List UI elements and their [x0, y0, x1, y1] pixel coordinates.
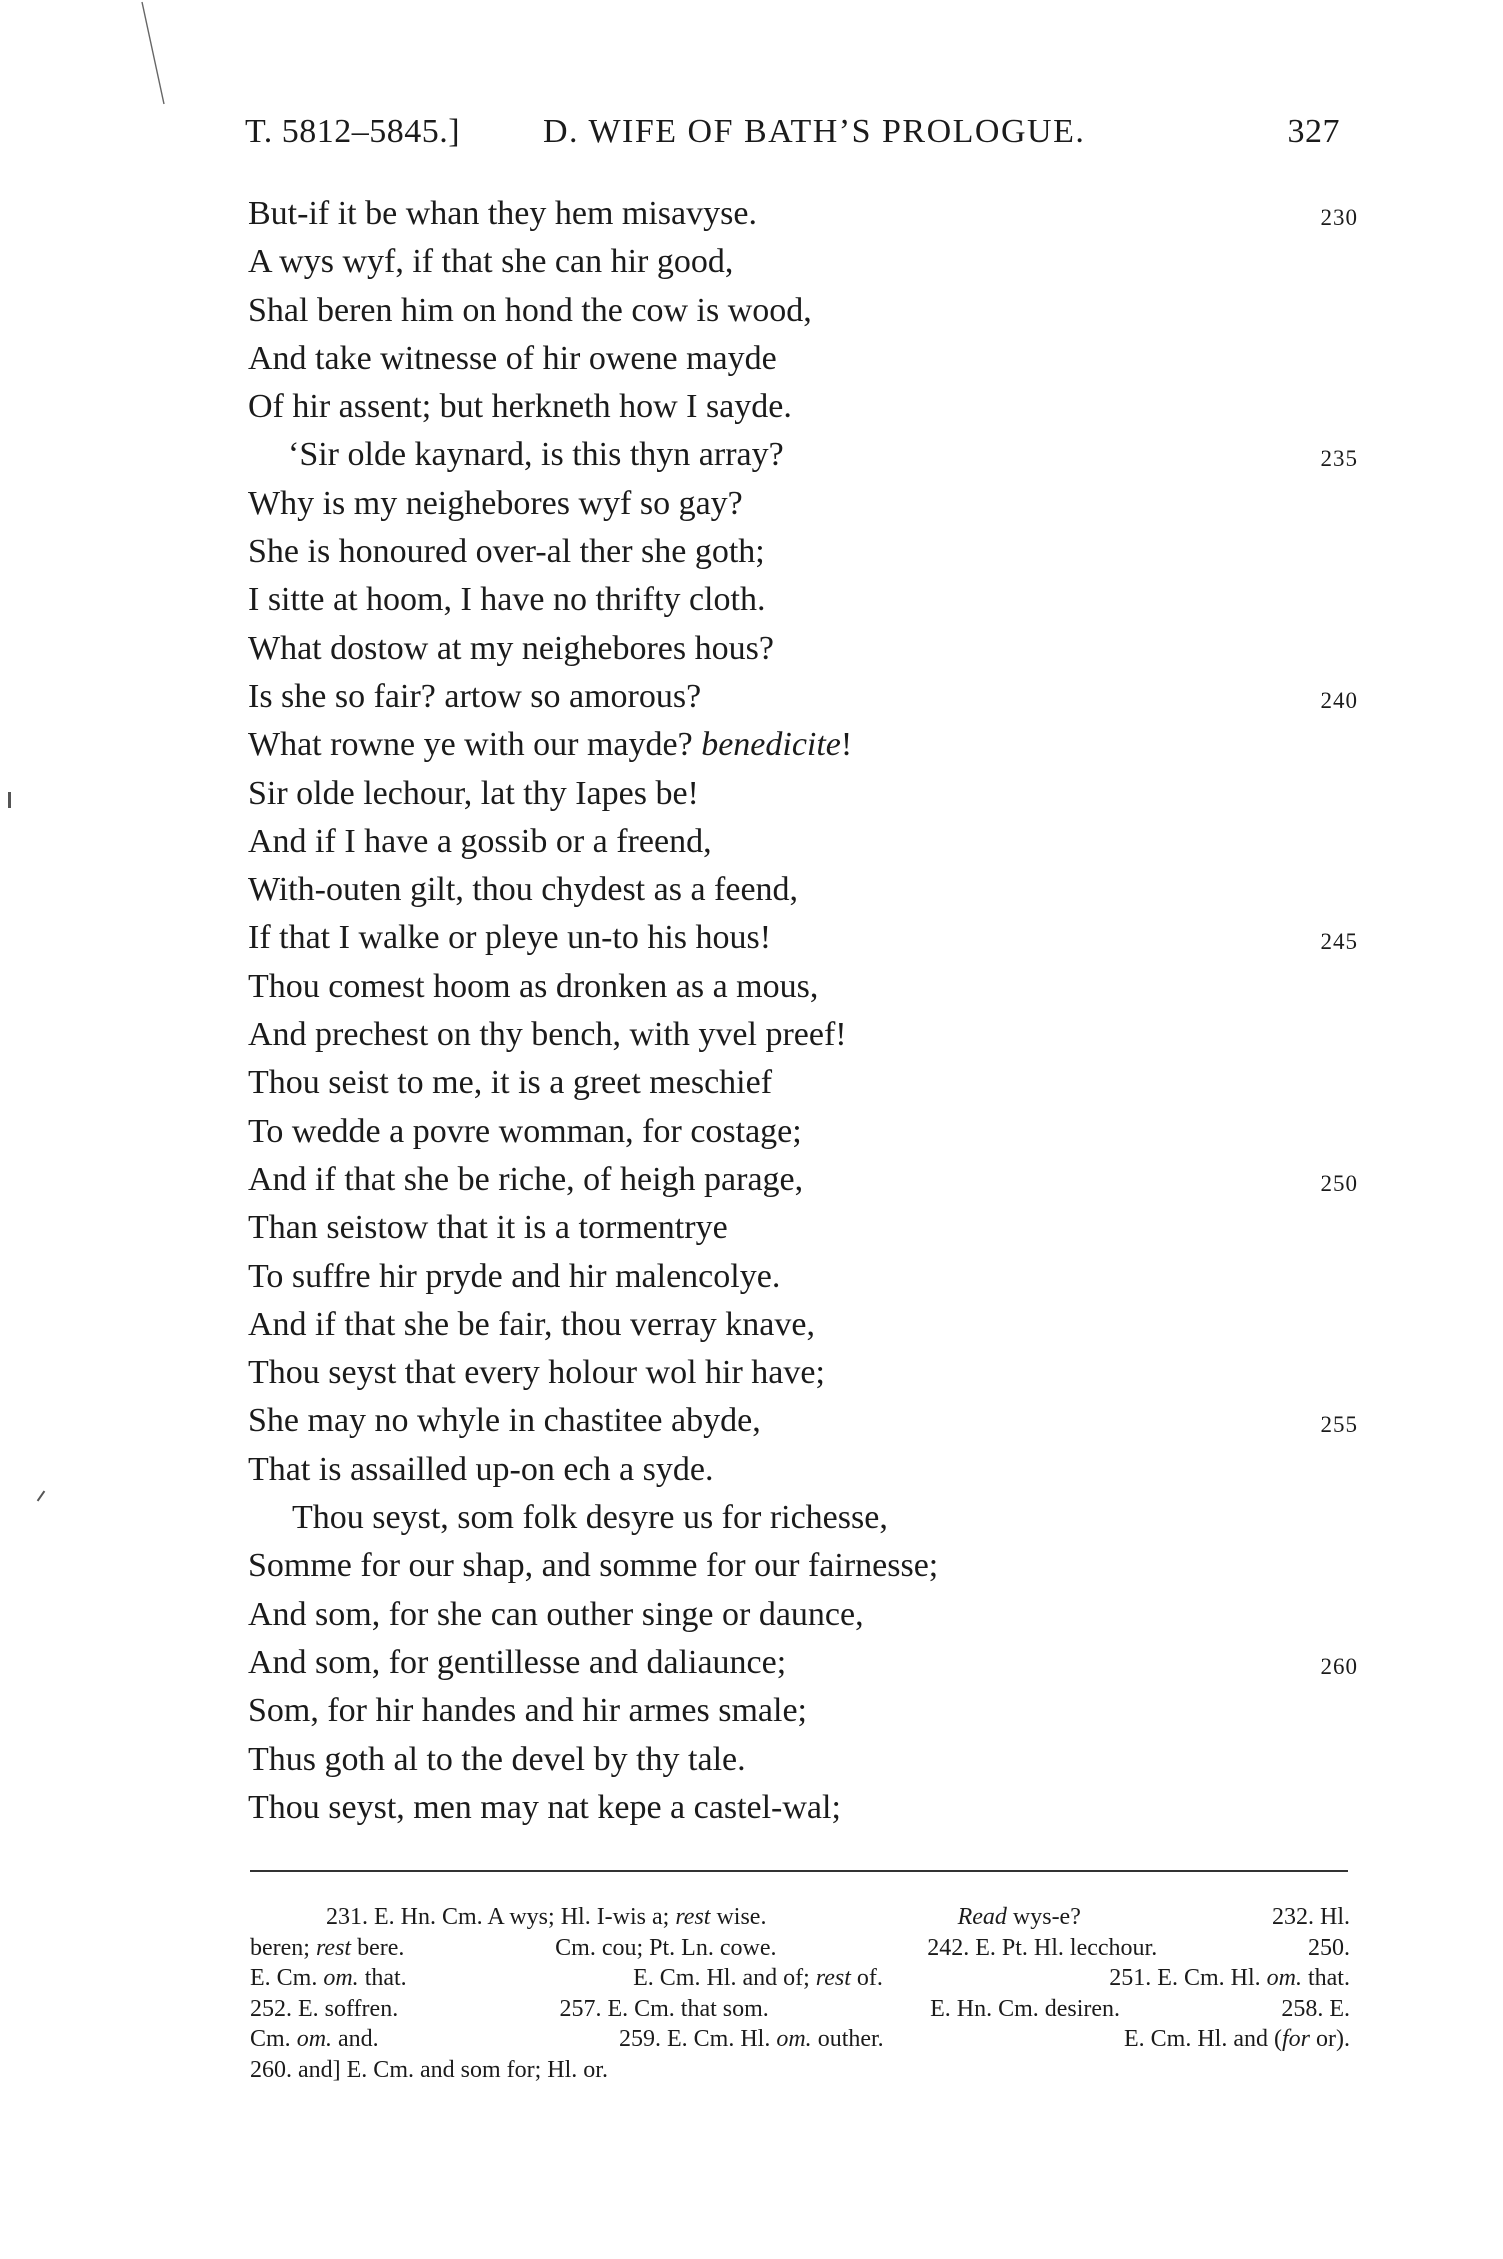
verse-line: Thus goth al to the devel by thy tale.	[248, 1740, 746, 1778]
verse-line: To suffre hir pryde and hir malencolye.	[248, 1257, 781, 1295]
line-number: 255	[1320, 1412, 1358, 1438]
margin-scratch-mark	[140, 0, 180, 110]
page-speck	[8, 792, 11, 808]
verse-line: Of hir assent; but herkneth how I sayde.	[248, 388, 792, 426]
line-number: 245	[1320, 929, 1358, 955]
verse-line: Thou seyst, men may nat kepe a castel-wal;	[248, 1788, 841, 1826]
verse-line: Som, for hir handes and hir armes smale;	[248, 1692, 807, 1730]
page-speck	[37, 1491, 46, 1502]
textual-notes	[250, 1902, 1350, 2085]
verse-line: That is assailled up-on ech a syde.	[248, 1450, 714, 1488]
verse-line: Than seistow that it is a tormentrye	[248, 1209, 728, 1247]
line-reference: T. 5812–5845.]	[245, 113, 461, 150]
verse-line: Why is my neighebores wyf so gay?	[248, 484, 743, 522]
verse-line: Thou seist to me, it is a greet meschief	[248, 1064, 773, 1102]
poem-text	[248, 190, 1358, 1832]
note-line: 260. and] E. Cm. and som for; Hl. or.	[250, 2056, 608, 2083]
verse-line: Is she so fair? artow so amorous? 240	[248, 673, 1358, 721]
verse-line: With-outen gilt, thou chydest as a feend,	[248, 871, 799, 909]
verse-line: To wedde a povre womman, for costage;	[248, 1112, 802, 1150]
verse-line: And if that she be fair, thou verray knave,	[248, 1305, 815, 1343]
running-header	[245, 105, 1340, 159]
verse-line: But-if it be whan they hem misavyse. 230	[248, 190, 1358, 238]
verse-line: Thou comest hoom as dronken as a mous,	[248, 967, 819, 1005]
verse-line: And take witnesse of hir owene mayde	[248, 339, 777, 377]
verse-line: ‘Sir olde kaynard, is this thyn array? 235	[248, 431, 1358, 479]
verse-line: What dostow at my neighebores hous?	[248, 629, 774, 667]
verse-line: What rowne ye with our mayde? benedicite!	[248, 726, 853, 764]
verse-line: And prechest on thy bench, with yvel preef!	[248, 1016, 847, 1054]
line-number: 250	[1320, 1170, 1358, 1196]
line-number: 260	[1320, 1653, 1358, 1679]
verse-line: And if I have a gossib or a freend,	[248, 822, 712, 860]
note-line: Cm. om. and. 259. E. Cm. Hl. om. outher. E. Cm. Hl. and (for or).	[250, 2026, 1350, 2052]
page-number: 327	[1287, 113, 1340, 150]
note-line: beren; rest bere. Cm. cou; Pt. Ln. cowe. 242. E. Pt. Hl. lecchour. 250.	[250, 1934, 1350, 1961]
verse-line: And som, for gentillesse and daliaunce; 260	[248, 1639, 1358, 1687]
footnote-divider	[250, 1870, 1348, 1872]
verse-line: If that I walke or pleye un-to his hous! 245	[248, 914, 1358, 962]
verse-line: Somme for our shap, and somme for our fairnesse;	[248, 1547, 939, 1585]
line-number: 235	[1320, 446, 1358, 472]
page-title: D. WIFE OF BATH’S PROLOGUE.	[543, 113, 1086, 150]
verse-line: A wys wyf, if that she can hir good,	[248, 243, 734, 281]
verse-line: I sitte at hoom, I have no thrifty cloth.	[248, 581, 766, 619]
note-line: 231. E. Hn. Cm. A wys; Hl. I-wis a; rest wise. Read wys-e? 232. Hl.	[326, 1904, 1350, 1930]
verse-line: Shal beren him on hond the cow is wood,	[248, 291, 812, 329]
italic-word: benedicite	[701, 726, 841, 764]
verse-line: Thou seyst that every holour wol hir have;	[248, 1354, 825, 1392]
verse-line: Thou seyst, som folk desyre us for richesse,	[292, 1499, 888, 1537]
verse-line: And som, for she can outher singe or daunce,	[248, 1595, 864, 1633]
line-number: 240	[1320, 687, 1358, 713]
verse-line: And if that she be riche, of heigh parage, 250	[248, 1156, 1358, 1204]
note-line: E. Cm. om. that. E. Cm. Hl. and of; rest of. 251. E. Cm. Hl. om. that.	[250, 1965, 1350, 1991]
line-number: 230	[1320, 205, 1358, 230]
verse-line: She may no whyle in chastitee abyde, 255	[248, 1397, 1358, 1445]
verse-line: Sir olde lechour, lat thy Iapes be!	[248, 774, 699, 812]
verse-line: She is honoured over-al ther she goth;	[248, 533, 765, 571]
note-line: 252. E. soffren. 257. E. Cm. that som. E. Hn. Cm. desiren. 258. E.	[250, 1995, 1350, 2022]
